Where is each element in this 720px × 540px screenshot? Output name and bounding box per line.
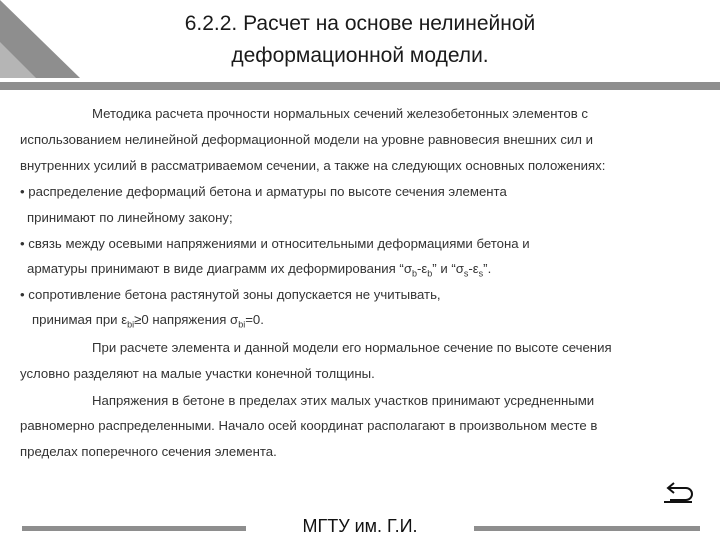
- epsilon-bi-subscript: bi: [127, 319, 135, 330]
- bullet-2-mid: ” и “: [432, 261, 456, 276]
- footer-org: МГТУ им. Г.И.: [302, 516, 418, 536]
- bullet-2-end: ”.: [483, 261, 492, 276]
- sigma-b: σ: [403, 261, 412, 276]
- paragraph-3-line-2: равномерно распределенными. Начало осей координат располагают в произвольном месте в: [20, 418, 598, 433]
- title-line-1: 6.2.2. Расчет на основе нелинейной: [184, 12, 536, 35]
- paragraph-1-line-2: использованием нелинейной деформационной модели на уровне равновесия внешних сил и: [20, 132, 594, 147]
- epsilon-b: -ε: [416, 261, 428, 276]
- page-title: [120, 8, 600, 72]
- bullet-2-line-1: • связь между осевыми напряжениями и относительными деформациями бетона и: [20, 236, 530, 251]
- paragraph-1-line-1: Методика расчета прочности нормальных сечений железобетонных элементов с: [92, 106, 588, 121]
- bullet-2-text: арматуры принимают в виде диаграмм их деформирования “: [27, 261, 404, 276]
- paragraph-3-line-3: пределах поперечного сечения элемента.: [20, 444, 277, 459]
- bullet-3-end: =0.: [245, 312, 264, 327]
- bullet-3-text: принимая при ε: [32, 312, 128, 327]
- sigma-b-subscript: b: [411, 268, 417, 279]
- bullet-3-line-1: • сопротивление бетона растянутой зоны допускается не учитывать,: [20, 287, 441, 302]
- sigma-s-subscript: s: [463, 268, 469, 279]
- epsilon-b-subscript: b: [427, 268, 433, 279]
- corner-decoration: [0, 0, 80, 78]
- paragraph-3-line-1: Напряжения в бетоне в пределах этих малых участков принимают усредненными: [92, 393, 595, 408]
- bullet-1-line-1: • распределение деформаций бетона и арматуры по высоте сечения элемента: [20, 184, 507, 199]
- bullet-1-line-2: принимают по линейному закону;: [27, 210, 233, 225]
- sigma-s: σ: [455, 261, 464, 276]
- sigma-bi-subscript: bi: [238, 319, 246, 330]
- title-divider: [0, 82, 720, 90]
- return-arrow-icon[interactable]: [660, 480, 696, 510]
- paragraph-2-line-2: условно разделяют на малые участки конечной толщины.: [20, 366, 375, 381]
- epsilon-s-subscript: s: [478, 268, 484, 279]
- paragraph-1-line-3: внутренних усилий в рассматриваемом сечении, а также на следующих основных положениях:: [20, 158, 606, 173]
- paragraph-2-line-1: При расчете элемента и данной модели его нормальное сечение по высоте сечения: [92, 340, 612, 355]
- bullet-2-line-2: [20, 261, 491, 279]
- bullet-3-mid: ≥0 напряжения σ: [134, 312, 239, 327]
- epsilon-s: -ε: [468, 261, 479, 276]
- footer-rule-right: [474, 526, 700, 531]
- footer-rule-left: [22, 526, 246, 531]
- title-line-2: деформационной модели.: [231, 44, 489, 67]
- bullet-3-line-2: [20, 312, 264, 330]
